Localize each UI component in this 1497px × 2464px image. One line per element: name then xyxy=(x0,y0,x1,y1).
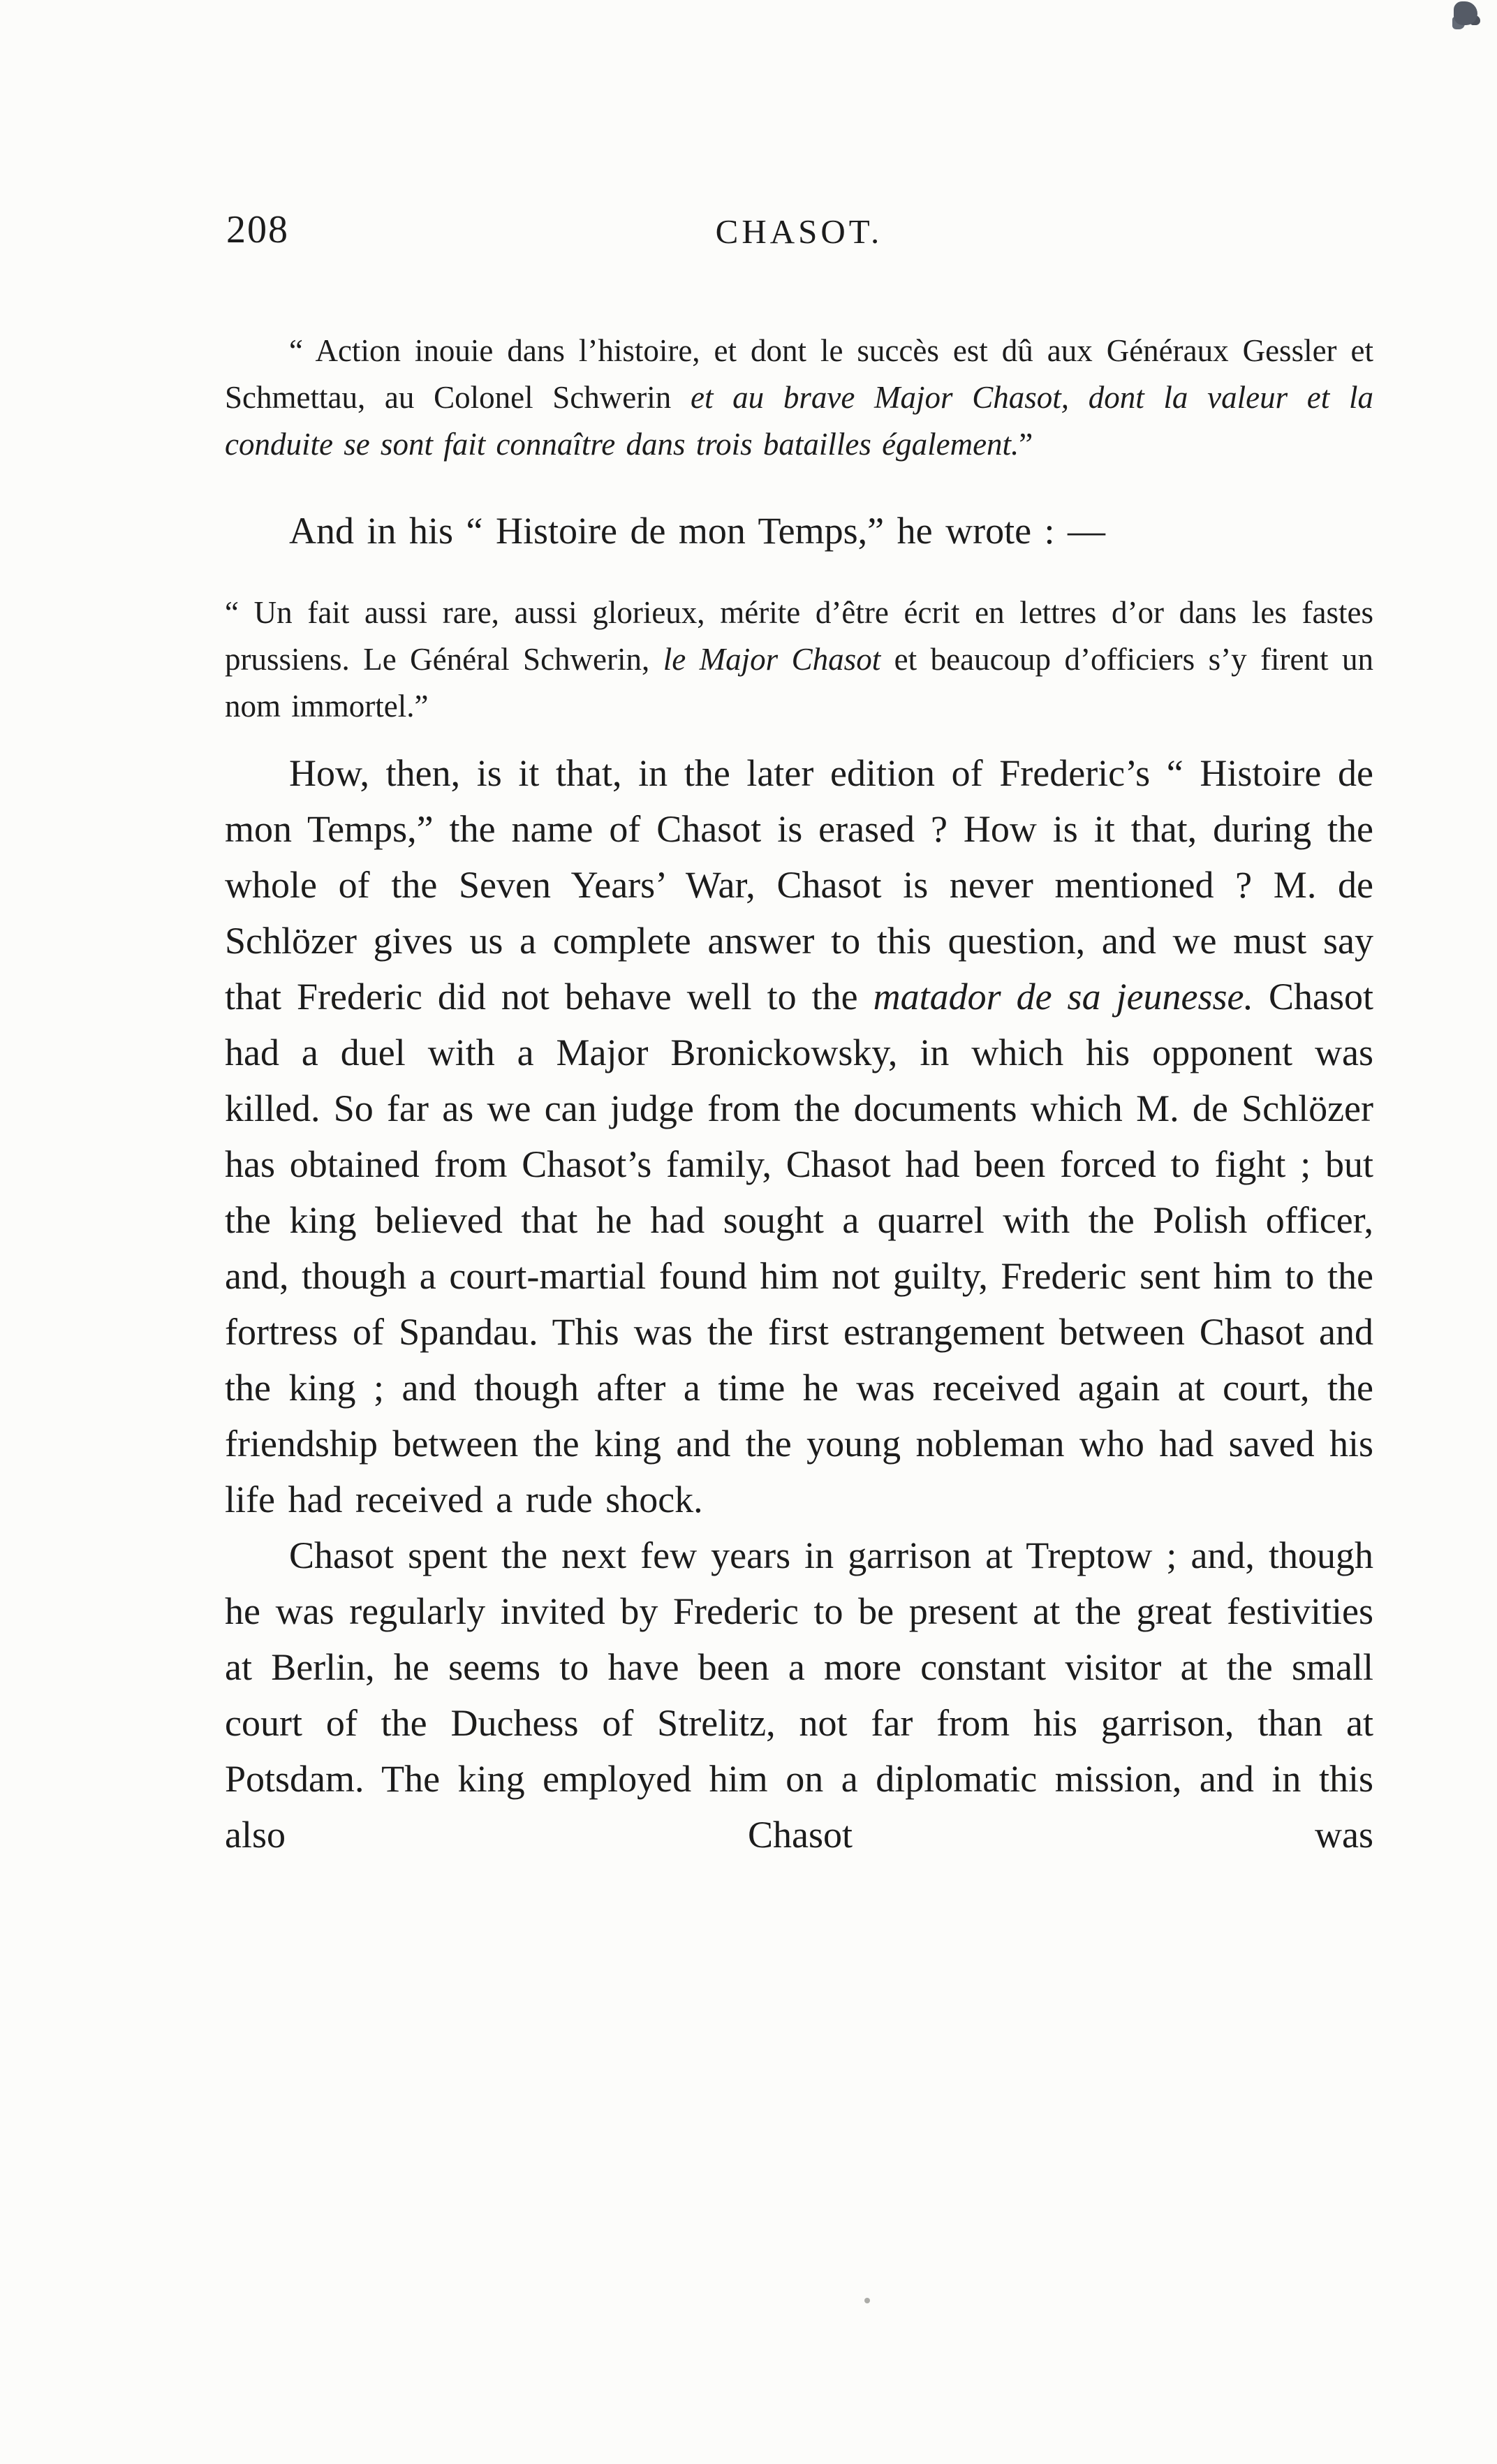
paragraph-narrative-treptow: Chasot spent the next few years in garrison at Treptow ; and, though he was regularly invited by Frederic to be present at the great festivities at Berlin, he seems to have been a more constant visitor at the small court of the Duchess of Strelitz, not far from his garrison, than at Potsdam. The king employed him on a diplomatic mission, and in this also Chasot was xyxy=(225,1534,1373,1856)
running-title: CHASOT. xyxy=(715,212,883,251)
scan-speck xyxy=(864,2298,870,2303)
page-header xyxy=(225,206,1373,261)
paragraph-narrative-main: How, then, is it that, in the later edition of Frederic’s “ Histoire de mon Temps,” the name of Chasot is erased ? How is it that, during the whole of the Seven Years’ War, Chasot is never mentioned ? M. de Schlözer gives us a complete answer to this question, and we must say that Frederic did not behave well to the matador de sa jeunesse. Chasot had a duel with a Major Bronickowsky, in which his opponent was killed. So far as we can judge from the documents which M. de Schlözer has obtained from Chasot’s family, Chasot had been forced to fight ; but the king believed that he had sought a quarrel with the Polish officer, and, though a court-martial found him not guilty, Frederic sent him to the fortress of Spandau. This was the first estrangement between Chasot and the king ; and though after a time he was received again at court, the friendship between the king and the young nobleman who had saved his life had received a rude shock. xyxy=(225,752,1373,1520)
paragraph-narrative-intro: And in his “ Histoire de mon Temps,” he wrote : — xyxy=(289,510,1106,552)
paragraph-french-quotation-2: “ Un fait aussi rare, aussi glorieux, mérite d’être écrit en lettres d’or dans les fastes prussiens. Le Général Schwerin, le Major Chasot et beaucoup d’officiers s’y firent un nom immortel.” xyxy=(225,595,1373,724)
ink-smudge-artifact xyxy=(1454,1,1477,25)
text-block xyxy=(225,206,1373,1863)
paragraph-french-quotation-1: “ Action inouie dans l’histoire, et dont le succès est dû aux Généraux Gessler et Schmettau, au Colonel Schwerin et au brave Major Chasot, dont la valeur et la conduite se sont fait connaître dans trois batailles également.” xyxy=(225,333,1373,462)
page-number: 208 xyxy=(226,208,289,251)
